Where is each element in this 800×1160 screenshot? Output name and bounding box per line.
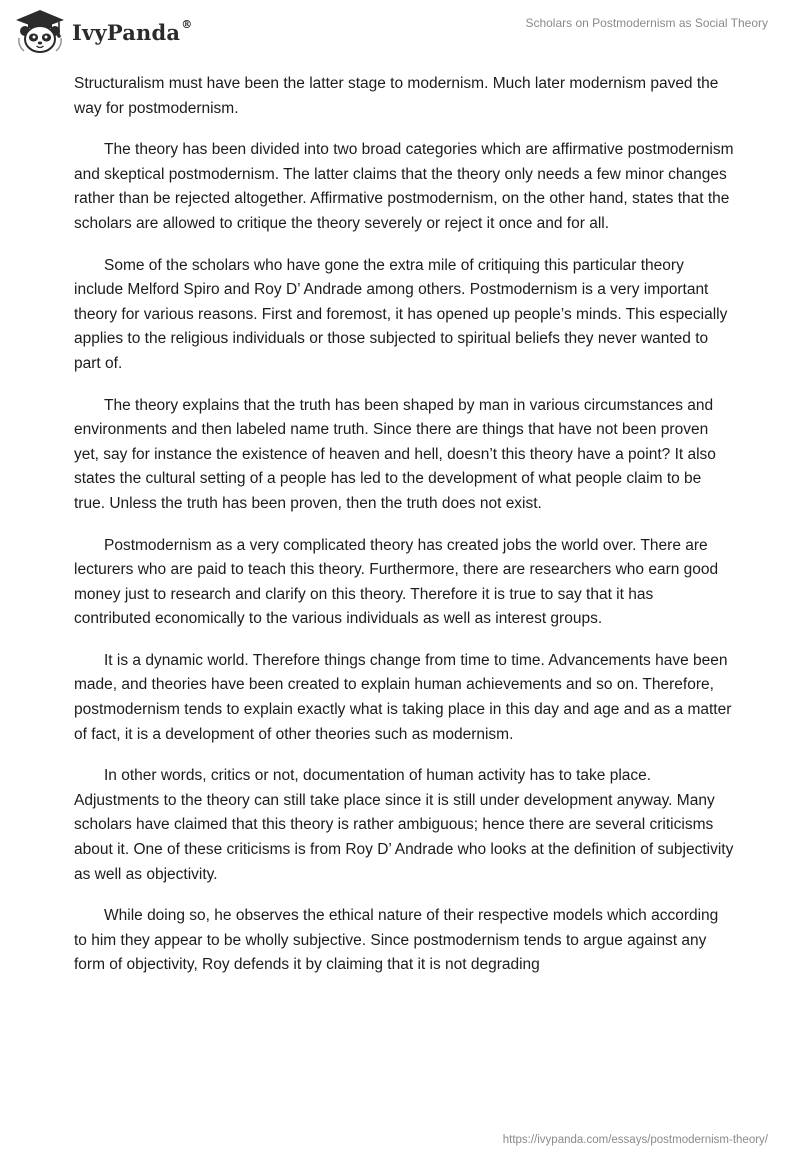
source-url-link[interactable]: https://ivypanda.com/essays/postmodernism-theory/	[502, 1134, 768, 1146]
paragraph: Structuralism must have been the latter stage to modernism. Much later modernism paved the way for postmodernism.	[74, 75, 719, 117]
essay-body	[74, 72, 734, 995]
running-title: Scholars on Postmodernism as Social Theory	[525, 16, 768, 30]
paragraph: While doing so, he observes the ethical nature of their respective models which according to him they appear to be wholly subjective. Since postmodernism tends to argue against any form of objectivity, Roy defends it by claiming that it is not degrading	[74, 907, 719, 974]
paragraph: The theory explains that the truth has been shaped by man in various circumstances and environments and then labeled name truth. Since there are things that have not been proven yet, say for instance the existence of heaven and hell, doesn’t this theory have a point? It also states the cultural setting of a people has led to the development of what people claim to be true. Unless the truth has been proven, then the truth does not exist.	[74, 396, 716, 512]
page-header	[0, 0, 800, 70]
logo[interactable]	[14, 8, 192, 54]
logo-text: IvyPanda®	[72, 17, 193, 45]
paragraph: Some of the scholars who have gone the extra mile of critiquing this particular theory include Melford Spiro and Roy D’ Andrade among others. Postmodernism is a very important theory for various reasons. First and foremost, it has opened up people’s minds. This especially applies to the religious individuals or those subjected to spiritual beliefs they never wanted to part of.	[74, 256, 728, 372]
paragraph: In other words, critics or not, documentation of human activity has to take place. Adjustments to the theory can still take place since it is still under development anyway. Many scholars have claimed that this theory is rather ambiguous; hence there are several criticisms about it. One of these criticisms is from Roy D’ Andrade who looks at the definition of subjectivity as well as objectivity.	[74, 767, 734, 883]
paragraph: It is a dynamic world. Therefore things change from time to time. Advancements have been made, and theories have been created to explain human achievements and so on. Therefore, postmodernism tends to explain exactly what is taking place in this day and age and as a matter of fact, it is a development of other theories such as modernism.	[74, 651, 732, 743]
paragraph: Postmodernism as a very complicated theory has created jobs the world over. There are lecturers who are paid to teach this theory. Furthermore, there are researchers who earn good money just to research and clarify on this theory. Therefore it is true to say that it has contributed economically to the various individuals as well as interest groups.	[74, 536, 719, 628]
registered-mark: ®	[181, 17, 193, 31]
paragraph: The theory has been divided into two broad categories which are affirmative postmodernism and skeptical postmodernism. The latter claims that the theory only needs a few minor changes rather than be rejected altogether. Affirmative postmodernism, on the other hand, states that the scholars are allowed to critique the theory severely or reject it once and for all.	[74, 141, 734, 232]
panda-graduate-icon	[14, 8, 66, 54]
